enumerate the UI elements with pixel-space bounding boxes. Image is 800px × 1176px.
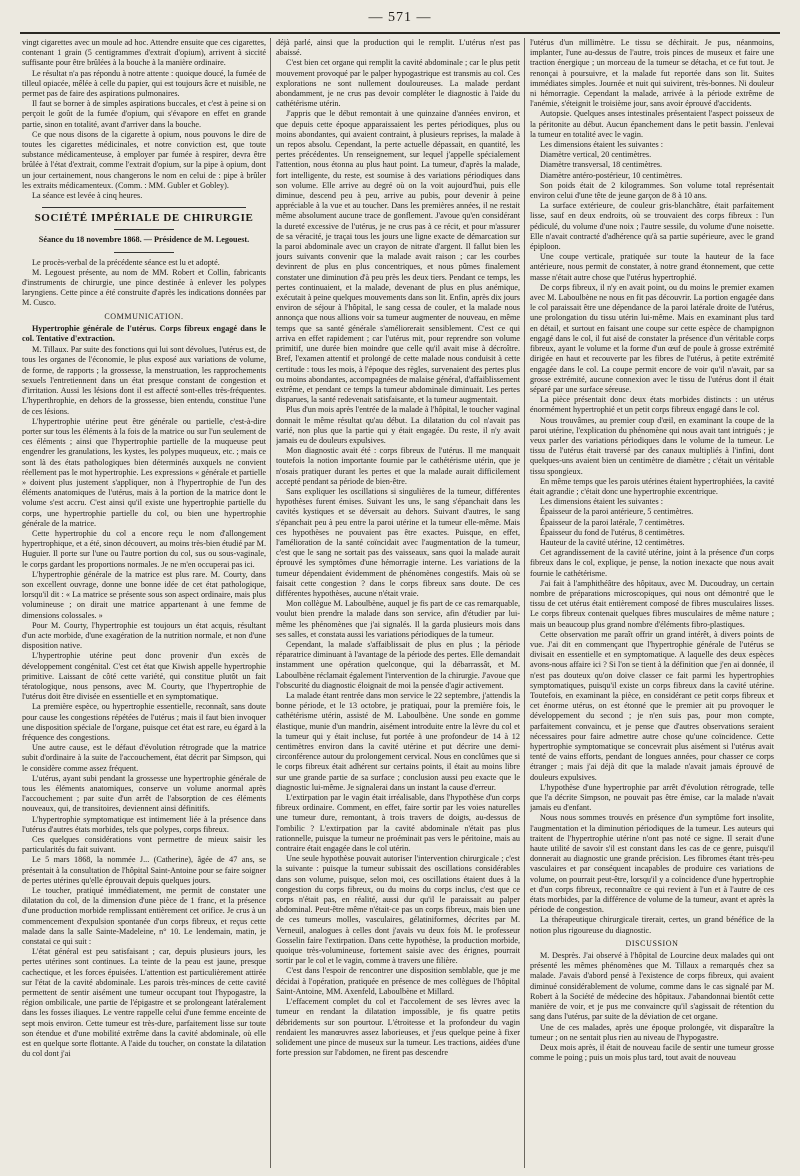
paragraph: Autopsie. Quelques anses intestinales présentaient l'aspect poisseux de la péritonite au début. Aucun épanchement dans le petit bassin. J'enlevai la tumeur en totalité avec le vagin. xyxy=(530,109,774,139)
column-separator xyxy=(270,38,271,1168)
paragraph: Le résultat n'a pas répondu à notre attente : quoique doucé, la fumée de tilleul opiacée, mêlée à celle du papier, qui est toujours âcre et nuisible, ne permet pas de faire des aspirations pulmonaires. xyxy=(22,68,266,99)
paragraph: L'hypertrophie symptomatique est intimement liée à la présence dans l'utérus d'autres états morbides, tels que polypes, corps fibreux. xyxy=(22,814,266,834)
discussion-heading: DISCUSSION xyxy=(625,938,679,948)
paragraph: Son poids était de 2 kilogrammes. Son volume total représentait environ celui d'une tête de jeune garçon de 8 à 10 ans. xyxy=(530,180,774,201)
paragraph: Nous trouvâmes, au premier coup d'œil, en examinant la coupe de la paroi utérine, l'explication du phénomène qui nous avait tant intrigués ; je veux parler des variations périodiques dans le volume de la tumeur. Le tissu de l'utérus était traversé par des canaux multipliés à l'infini, dont quelques-uns avaient bien un centimètre de diamètre ; c'était un véritable tissu spongieux. xyxy=(530,415,774,476)
column-right xyxy=(530,38,774,1170)
title-divider xyxy=(114,229,174,230)
paragraph: L'hypertrophie utérine peut donc provenir d'un excès de développement congénital. C'est cet état que Kiwish appelle hypertrophie primitive. Laissant de côté cette variété, qui constitue plutôt un fait tératologique, nous pensons, avec M. Courty, que l'hypertrophie de l'utérus doit être divisée en essentielle et en symptomatique. xyxy=(22,651,266,702)
paragraph: Cette hypertrophie du col a encore reçu le nom d'allongement hypertrophique, et a été, sinon découvert, au moins très-bien étudié par M. Huguier. Il porte sur l'une ou l'autre portion du col, sus ou sous-vaginale, le corps gardant les proportions normales. Je ne m'en occuperai pas ici. xyxy=(22,528,266,569)
paragraph: La thérapeutique chirurgicale tirerait, certes, un grand bénéfice de la notion plus rigoureuse du diagnostic. xyxy=(530,915,774,935)
paragraph: C'est dans l'espoir de rencontrer une disposition semblable, que je me décidai à l'opération, pratiquée en présence de mes collègues de l'hôpital Saint-Antoine, MM. Axenfeld, Laboulbène et Millard. xyxy=(276,966,520,996)
dimension-item: Diamètre antéro-postérieur, 10 centimètres. xyxy=(540,170,683,180)
column-separator xyxy=(524,38,525,1168)
paragraph: Le 5 mars 1868, la nommée J... (Catherine), âgée de 47 ans, se présentait à la consultation de l'hôpital Saint-Antoine pour se faire soigner de pertes utérines qu'elle éprouvait depuis quelques jours. xyxy=(22,855,266,885)
paragraph: L'utérus, ayant subi pendant la grossesse une hypertrophie générale de tous les éléments anatomiques, conserve un volume anormal après l'accouchement ; par suite d'un arrêt de l'absorption de ces éléments nouveaux, qui, de transitoires, deviennent ainsi définitifs. xyxy=(22,773,266,814)
paragraph: Les dimensions étaient les suivantes : xyxy=(540,140,664,150)
paragraph: J'appris que le début remontait à une quinzaine d'années environ, et que depuis cette époque apparaissaient les pertes périodiques, plus ou moins abondantes, qui avaient contraint, à plusieurs reprises, la malade à un repos absolu. Cependant, la perte actuelle dépassait, en quantité, les pertes précédentes. Un renseignement, sur lequel j'appelle spécialement l'attention, nous étonna au plus haut point. La tumeur, d'après la malade, fort intelligente, du reste, est soumise à des variations périodiques dans son volume. Elle arrive au degré où on la voit aujourd'hui, puis elle diminue, descend peu à peu, arrive au pubis, pour devenir à peine appréciable à la vue et au toucher. Dans les premières années, il ne restait même absolument aucune trace de gonflement. J'avoue qu'en considérant la dureté excessive de l'utérus, je ne crus pas à ce récit, et pour m'assurer de sa véracité, je traçai tous les jours une ligne exacte de démarcation sur la paroi abdominale avec un crayon de nitrate d'argent. Il fallut bien les jours suivants convenir que la malade avait raison ; car les courbes devinrent de plus en plus concentriques, et nous pûmes finalement constater une diminution d'à peu près les deux tiers. Pendant ce temps, les pertes continuaient, et la malade, devenant de plus en plus anémique, exécutait à peine quelques mouvements dans son lit. Enfin, après dix jours environ de séjour à l'hôpital, le sang cessa de couler, et la malade nous annonça que nous allions voir sa tumeur augmenter de nouveau, en même temps que sa santé générale s'améliorerait sensiblement. C'est ce qui arriva en effet rapidement ; car l'utérus mit, pour reprendre son volume primitif, une durée bien moindre que celle qu'il avait mise à décroître. Bref, l'examen attentif et prolongé de cette malade nous conduisit à cette certitude : tous les mois, à l'époque des règles, survenaient des pertes plus ou moins abondantes, accompagnées de malaise général, d'affaiblissement extrême, et pendant ce temps la tumeur abdominale diminuait. Les pertes disparues, la santé redevenait satisfaisante, et la tumeur augmentait. xyxy=(276,109,520,405)
paragraph: l'utérus d'un millimètre. Le tissu se déchirait. Je pus, néanmoins, implanter, l'une au-dessus de l'autre, trois pinces de museux et faire une traction énergique ; un morceau de la tumeur se détacha, et ce fut tout. Je renonçai à poursuivre, et la malade fut reportée dans son lit. Suites immédiates simples. Journée et nuit qui suivirent, très-bonnes. Ni douleur ni hémorragie. Cependant la malade, arrivée à la période extrême de l'anémie, s'éteignit le troisième jour, sans avoir éprouvé d'accidents. xyxy=(530,38,774,109)
paragraph: L'hypertrophie utérine peut être générale ou partielle, c'est-à-dire porter sur tous les éléments à la fois de la matrice ou sur l'un seulement de ces éléments ; ainsi que l'hypertrophie partielle de la muqueuse peut engendrer les granulations, les kystes, les polypes muqueux, etc. ; mais ce sont là des états pathologiques bien déterminés auxquels ne convient réellement pas le mot hypertrophie. Les expressions « générale et partielle » doivent plus justement s'appliquer, non à l'hypertrophie de l'un des éléments anatomiques de l'utérus, mais à la portion de la matrice dont le volume s'est accru. C'est ainsi qu'il existe une hypertrophie partielle du corps, une hypertrophie partielle du col, ou bien une hypertrophie générale de la matrice. xyxy=(22,416,266,528)
paragraph: Les dimensions étaient les suivantes : xyxy=(540,497,664,507)
paragraph: Une autre cause, est le défaut d'évolution rétrograde que la matrice subit d'ordinaire à la suite de l'accouchement, état décrit par Simpson, qui le considère comme assez fréquent. xyxy=(22,743,266,773)
dimension-item: Épaisseur de la paroi latérale, 7 centimètres. xyxy=(540,517,685,527)
paragraph: Cette observation me paraît offrir un grand intérêt, à divers points de vue. J'ai dit en commençant que l'hypertrophie générale de l'utérus se divisait en essentielle et en symptomatique. A laquelle des deux espèces avons-nous affaire ici ? Si l'on se tient à la définition que j'en ai donnée, il n'est pas douteux qu'on doive classer ce fait parmi les hypertrophies symptomatiques, puisqu'il existe un corps fibreux dans la cavité utérine. Toutefois, en examinant la pièce, en considérant ce petit corps fibreux et cet énorme utérus, on est étonné que le premier ait pu provoquer le développement du second ; je n'en suis pas, pour mon compte, parfaitement convaincu, et je pense que d'autres observations seraient nécessaires pour faire admettre autre chose qu'une coïncidence. Cette hypertrophie symptomatique se concevrait plus aisément si l'utérus avait tenté de vains efforts, pendant de longues années, pour chasser ce corps étranger ; mais j'ai déjà dit que la malade n'avait jamais éprouvé de douleurs expulsives. xyxy=(530,629,774,782)
paragraph: La première espèce, ou hypertrophie essentielle, reconnaît, sans doute pour cause les congestions répétées de l'utérus ; mais il faut bien invoquer une disposition spéciale de l'organe, puisque cet état est rare, eu égard à la fréquence des congestions. xyxy=(22,702,266,742)
paragraph: Une de ces malades, après une époque prolongée, vit disparaître la tumeur ; on ne sentait plus rien au niveau de l'hypogastre. xyxy=(530,1022,774,1042)
paragraph: déjà parlé, ainsi que la production qui le remplit. L'utérus n'est pas abaissé. xyxy=(276,38,520,58)
paragraph: C'est bien cet organe qui remplit la cavité abdominale ; car le plus petit mouvement provoqué par le palper hypogastrique est transmis au col. Ces explorations ne sont nullement douloureuses. La malade perdant abondamment, je ne crus pas devoir compléter le diagnostic à l'aide du cathétérisme utérin. xyxy=(276,58,520,109)
paragraph: L'extirpation par le vagin était irréalisable, dans l'hypothèse d'un corps fibreux ordinaire. Comment, en effet, faire sortir par les voies naturelles une tumeur dure, remontant, à trois travers de doigts, au-dessus de l'ombilic ? L'extirpation par la cavité abdominale n'était pas plus rationnelle, puisque la tumeur ne proéminait pas vers le péritoine, mais au contraire était engagée dans le col utérin. xyxy=(276,793,520,854)
column-middle xyxy=(276,38,520,1170)
paragraph: Mon diagnostic avait été : corps fibreux de l'utérus. Il me manquait toutefois la notion importante fournie par le cathétérisme utérin, que je n'osais pratiquer durant les pertes et que la malade aurait difficilement accepté pendant sa période de bien-être. xyxy=(276,446,520,486)
paragraph: L'effacement complet du col et l'accolement de ses lèvres avec la tumeur en rendant la dilatation impossible, je fis quatre petits débridements sur son pourtour. L'étroitesse et la profondeur du vagin rendaient les manœuvres assez laborieuses, et j'eus quelque peine à fixer solidement une pince de museux sur la tumeur. Les tractions, aidées d'une forte pression sur l'abdomen, ne firent pas descendre xyxy=(276,997,520,1058)
dimension-item: Épaisseur du fond de l'utérus, 8 centimètres. xyxy=(540,527,685,537)
paragraph: L'hypothèse d'une hypertrophie par arrêt d'évolution rétrograde, telle que l'a décrite Simpson, ne pouvait pas être émise, car la malade n'avait jamais eu d'enfant. xyxy=(530,782,774,813)
section-divider xyxy=(42,207,246,208)
society-title: SOCIÉTÉ IMPÉRIALE DE CHIRURGIE xyxy=(34,212,254,225)
paragraph: M. Tillaux. Par suite des fonctions qui lui sont dévolues, l'utérus est, de tous les organes de l'économie, le plus exposé aux variations de volume, de forme, de rapports ; la grossesse, la menstruation, les rapprochements sexuels l'entretiennent dans un état presque constant de congestion et d'irritation. Aussi les lésions dont il est affecté sont-elles très-fréquentes. L'hyperthrophie, en dehors de la grossesse, bien entendu, constitue l'une de ces lésions. xyxy=(22,345,266,416)
dimension-item: Diamètre transversal, 18 centimètres. xyxy=(540,160,663,170)
paragraph: Ces quelques considérations vont permettre de mieux saisir les particularités du fait suivant. xyxy=(22,835,266,855)
paragraph: Nous nous sommes trouvés en présence d'un symptôme fort insolite, l'augmentation et la diminution périodiques de la tumeur. Les auteurs qui traitent de l'hypertrophie utérine n'ont pas noté ce signe. Il serait d'une haute utilité de savoir s'il est constant dans les cas de ce genre, puisqu'il donnerait au diagnostic une grande précision. Les fibromes étant très-peu vasculaires et par conséquent incapables de produire ces variations de volume, on pourrait peut-être, lorsqu'il y a coïncidence d'une hypertrophie et d'un corps fibreux, reconnaître ce qui revient à l'un et à l'autre de ces états morbides, par la différence de volume de la tumeur, avant et après la période de congestion. xyxy=(530,813,774,915)
paragraph: Le procès-verbal de la précédente séance est lu et adopté. xyxy=(32,257,220,267)
article-title: Hypertrophie générale de l'utérus. Corps fibreux engagé dans le col. Tentative d'extraction. xyxy=(22,323,266,344)
page-number: — 571 — xyxy=(368,10,432,25)
paragraph: En même temps que les parois utérines étaient hypertrophiées, la cavité était agrandie ; c'était donc une hypertrophie excentrique. xyxy=(530,476,774,496)
seance-line: Séance du 18 novembre 1868. — Présidence de M. Legouest. xyxy=(38,235,250,245)
paragraph: Mon collègue M. Laboulbène, auquel je fis part de ce cas remarquable, voulut bien prendre la malade dans son service, afin d'étudier par lui-même les phénomènes que j'ai signalés. Il la garda plusieurs mois dans ses salles, et constata aussi les variations périodiques de la tumeur. xyxy=(276,599,520,639)
paragraph: Deux mois après, il était de nouveau facile de sentir une tumeur grosse comme le poing ; puis un mois plus tard, tout avait de nouveau xyxy=(530,1042,774,1063)
header-rule xyxy=(20,32,780,34)
dimension-item: Épaisseur de la paroi antérieure, 5 centimètres. xyxy=(540,507,694,517)
paragraph: La séance est levée à cinq heures. xyxy=(32,191,143,201)
dimension-item: Diamètre vertical, 20 centimètres. xyxy=(540,150,652,160)
paragraph: Il faut se borner à de simples aspirations buccales, et c'est à peine si on perçoit le goût de la fumée d'opium, qui s'évapore en effet en grande partie, sinon en totalité, avant d'arriver dans la bouche. xyxy=(22,99,266,129)
communication-heading: COMMUNICATION. xyxy=(104,311,184,321)
paragraph: L'état général est peu satisfaisant ; car, depuis plusieurs jours, les pertes utérines sont continues. La teinte de la peau est jaune, presque cachectique, et les forces épuisées. L'attention est particulièrement attirée sur l'état de la cavité abdominale. Les parois très-minces de cette cavité permettent de sentir aisément une tumeur occupant tout l'hypogastre, la région ombilicale, une partie de l'épigastre et se prolongeant latéralement dans les fosses iliaques. Le ventre rappelle celui d'une femme enceinte de sept mois environ. Cette tumeur est très-dure, parfaitement lisse sur toute son étendue et d'une mobilité extrême dans la cavité abdominale, où elle est en quelque sorte flottante. A l'aide du toucher, on constate la dilatation du col dont j'ai xyxy=(22,947,266,1059)
paragraph: Le toucher, pratiqué immédiatement, me permit de constater une dilatation du col, de la dimension d'une pièce de 1 franc, et la présence d'une production morbide remplissant entièrement cet orifice. Je crus à un commencement d'expulsion spontanée d'un corps fibreux, et reçus cette malade dans la salle Sainte-Madeleine, n° 10. Le lendemain, matin, je constatai ce qui suit : xyxy=(22,886,266,947)
paragraph: De corps fibreux, il n'y en avait point, ou du moins le premier examen avec M. Laboulbène ne nous en fit pas découvrir. La portion engagée dans le col paraissait être une dépendance de la paroi latérale droite de l'utérus, une prolongation du tissu utérin lui-même. Mais en examinant plus tard en détail, et surtout en faisant une coupe sur cette espèce de champignon engagé dans le col, il fut aisé de constater la présence d'un véritable corps fibreux, ayant le volume et la forme d'un œuf de poule à grosse extrémité dirigée en haut et recouverte par les fibres de l'utérus, à petite extrémité engagée dans le col. La coupe permit encore de voir qu'il n'avait, par sa grosse extrémité, aucune connexion avec le tissu de l'utérus dont il était séparé par une surface séreuse. xyxy=(530,282,774,394)
paragraph: L'hypertrophie générale de la matrice est plus rare. M. Courty, dans son excellent ouvrage, donne une bonne idée de cet état pathologique, lorsqu'il dit : « La matrice se présente sous son aspect ordinaire, mais plus volumineuse ; on dirait une matrice appartenant à une femme de dimensions colossales. » xyxy=(22,569,266,620)
dimension-item: Hauteur de la cavité utérine, 12 centimètres. xyxy=(540,537,685,547)
paragraph: vingt cigarettes avec un moule ad hoc. Attendre ensuite que ces cigarettes, contenant 1 grain (5 centigrammes d'extrait d'opium), arrivent à siccité suffisante pour être brûlées à la bouche à la manière ordinaire. xyxy=(22,38,266,68)
paragraph: Plus d'un mois après l'entrée de la malade à l'hôpital, le toucher vaginal donnait le même résultat qu'au début. La dilatation du col n'avait pas varié, non plus que la partie qui y était engagée. Du reste, il n'y avait jamais eu de douleurs expulsives. xyxy=(276,405,520,445)
paragraph: La malade étant rentrée dans mon service le 22 septembre, j'attendis la bonne période, et le 13 octobre, je pratiquai, pour la première fois, le cathétérisme utérin, assisté de M. Laboulbène. Une sonde en gomme élastique, munie d'un mandrin, aisément introduite entre la lèvre du col et la tumeur qui y était incluse, fut portée à une profondeur de 14 à 12 centimètres environ dans la cavité utérine et put décrire une demi-circonférence autour du prolongement cervical. Nous en conclûmes que si le corps fibreux était adhérent sur certains points, il était au moins libre sur une grande partie de sa surface ; conclusion aussi peu exacte que le diagnostic lui-même. Je signalerai dans un instant la cause d'erreur. xyxy=(276,691,520,792)
column-left xyxy=(22,38,266,1170)
paragraph: La pièce présentait donc deux états morbides distincts : un utérus énormément hypertrophié et un petit corps fibreux engagé dans le col. xyxy=(530,395,774,415)
paragraph: M. Legouest présente, au nom de MM. Robert et Collin, fabricants d'instruments de chirurgie, une pince destinée à enlever les polypes laryngiens. Cette pince a été construite d'après les indications données par M. Cusco. xyxy=(22,267,266,308)
paragraph: Pour M. Courty, l'hypertrophie est toujours un état acquis, résultant d'un acte morbide, d'une exagération de la nutrition normale, et non d'une disposition native. xyxy=(22,620,266,651)
paragraph: J'ai fait à l'amphithéâtre des hôpitaux, avec M. Ducoudray, un certain nombre de préparations microscopiques, qui nous ont démontré que le tissu de cet utérus était entièrement composé de fibres musculaires lisses. Le corps fibreux contenait quelques fibres musculaires de même nature ; mais un beaucoup plus grand nombre d'éléments fibro-plastiques. xyxy=(530,578,774,629)
paragraph: Ce que nous disons de la cigarette à opium, nous pouvons le dire de toutes les cigarettes médicinales, et notre conviction est, que toute substance médicamenteuse, à employer par fumée à respirer, devra être brûlée à l'état d'extrait, comme l'extrait d'opium, sur la pipe à opium, dont un jour certainement, nous changerons le nom en celui de : pipe à brûler les extraits médicamenteux. (Comm. : MM. Gubler et Gobley). xyxy=(22,129,266,190)
paragraph: Sans expliquer les oscillations si singulières de la tumeur, différentes hypothèses furent émises. Suivant les uns, le sang s'épanchait dans les cavités kystiques et se déversait au dehors. Suivant d'autres, le sang s'épanchait peu à peu entre la paroi utérine et la tumeur elle-même. Mais ces hypothèses ne pouvaient pas être exactes. Puisque, en effet, l'amélioration de la santé coïncidait avec l'augmentation de la tumeur, c'est que le sang ne sortait pas des vaisseaux, sans quoi la malade aurait éprouvé les symptômes d'une hémorragie interne. Les variations de la tumeur dépendaient évidemment de phénomènes congestifs. Mais où se faisait cette congestion ? dans le corps fibreux sans doute. De ces différentes hypothèses, aucune n'était vraie. xyxy=(276,486,520,598)
paragraph: La surface extérieure, de couleur gris-blanchâtre, était parfaitement lisse, sauf en deux endroits, où se trouvaient des corps fibreux : l'un pédiculé, du volume d'une noix ; l'autre sessile, du volume d'une noisette. Elle n'avait contracté d'adhérence qu'à sa partie supérieure, avec le grand épiploon. xyxy=(530,201,774,252)
paragraph: M. Desprès. J'ai observé à l'hôpital de Lourcine deux malades qui ont présenté les mêmes phénomènes que M. Tillaux a remarqués chez sa malade. J'avais d'abord pensé à l'existence de corps fibreux, qui avaient diminué considérablement de volume, comme dans le cas signalé par M. Robert à la Société de médecine des hôpitaux. J'abandonnai bientôt cette manière de voir, et je pus me convaincre qu'il s'agissait de rétention du sang dans l'utérus, par suite de la déviation de cet organe. xyxy=(530,951,774,1022)
paragraph: Une coupe verticale, pratiquée sur toute la hauteur de la face antérieure, nous permit de constater, à notre grand étonnement, que cette masse n'était autre chose que l'utérus hypertrophié. xyxy=(530,252,774,282)
paragraph: Cet agrandissement de la cavité utérine, joint à la présence d'un corps fibreux dans le col, explique, je pense, la notion inexacte que nous avait fournie le cathétérisme. xyxy=(530,548,774,578)
paragraph: Une seule hypothèse pouvait autoriser l'intervention chirurgicale ; c'est la suivante : puisque la tumeur subissait des oscillations considérables dans son volume, puisque, selon moi, ces oscillations étaient dues à la congestion du corps fibreux, ou du moins du corps inclus, c'est que ce corps n'était pas, en réalité, aussi dur qu'il le paraissait au palper abdominal. Peut-être même n'était-ce pas un corps fibreux, mais bien une de ces tumeurs molles, vasculaires, gélatiniformes, décrites par M. Verneuil, analogues à celles dont j'avais vu deux fois M. le professeur Gosselin faire l'extirpation. Dans cette hypothèse, la production morbide, quoique très-volumineuse, fortement saisie avec des érignes, pourrait sortir par le col et le vagin, comme à travers une filière. xyxy=(276,854,520,966)
paragraph: Cependant, la malade s'affaiblissait de plus en plus ; la période réparatrice diminuant à l'avantage de la période des pertes. Elle demandait instamment une opération quelconque, qui la débarrassât, et M. Laboulbène réclamait également l'intervention de la chirurgie. J'avoue que l'obscurité du diagnostic éloignait de moi la pensée d'agir activement. xyxy=(276,639,520,690)
title-divider xyxy=(114,252,174,253)
